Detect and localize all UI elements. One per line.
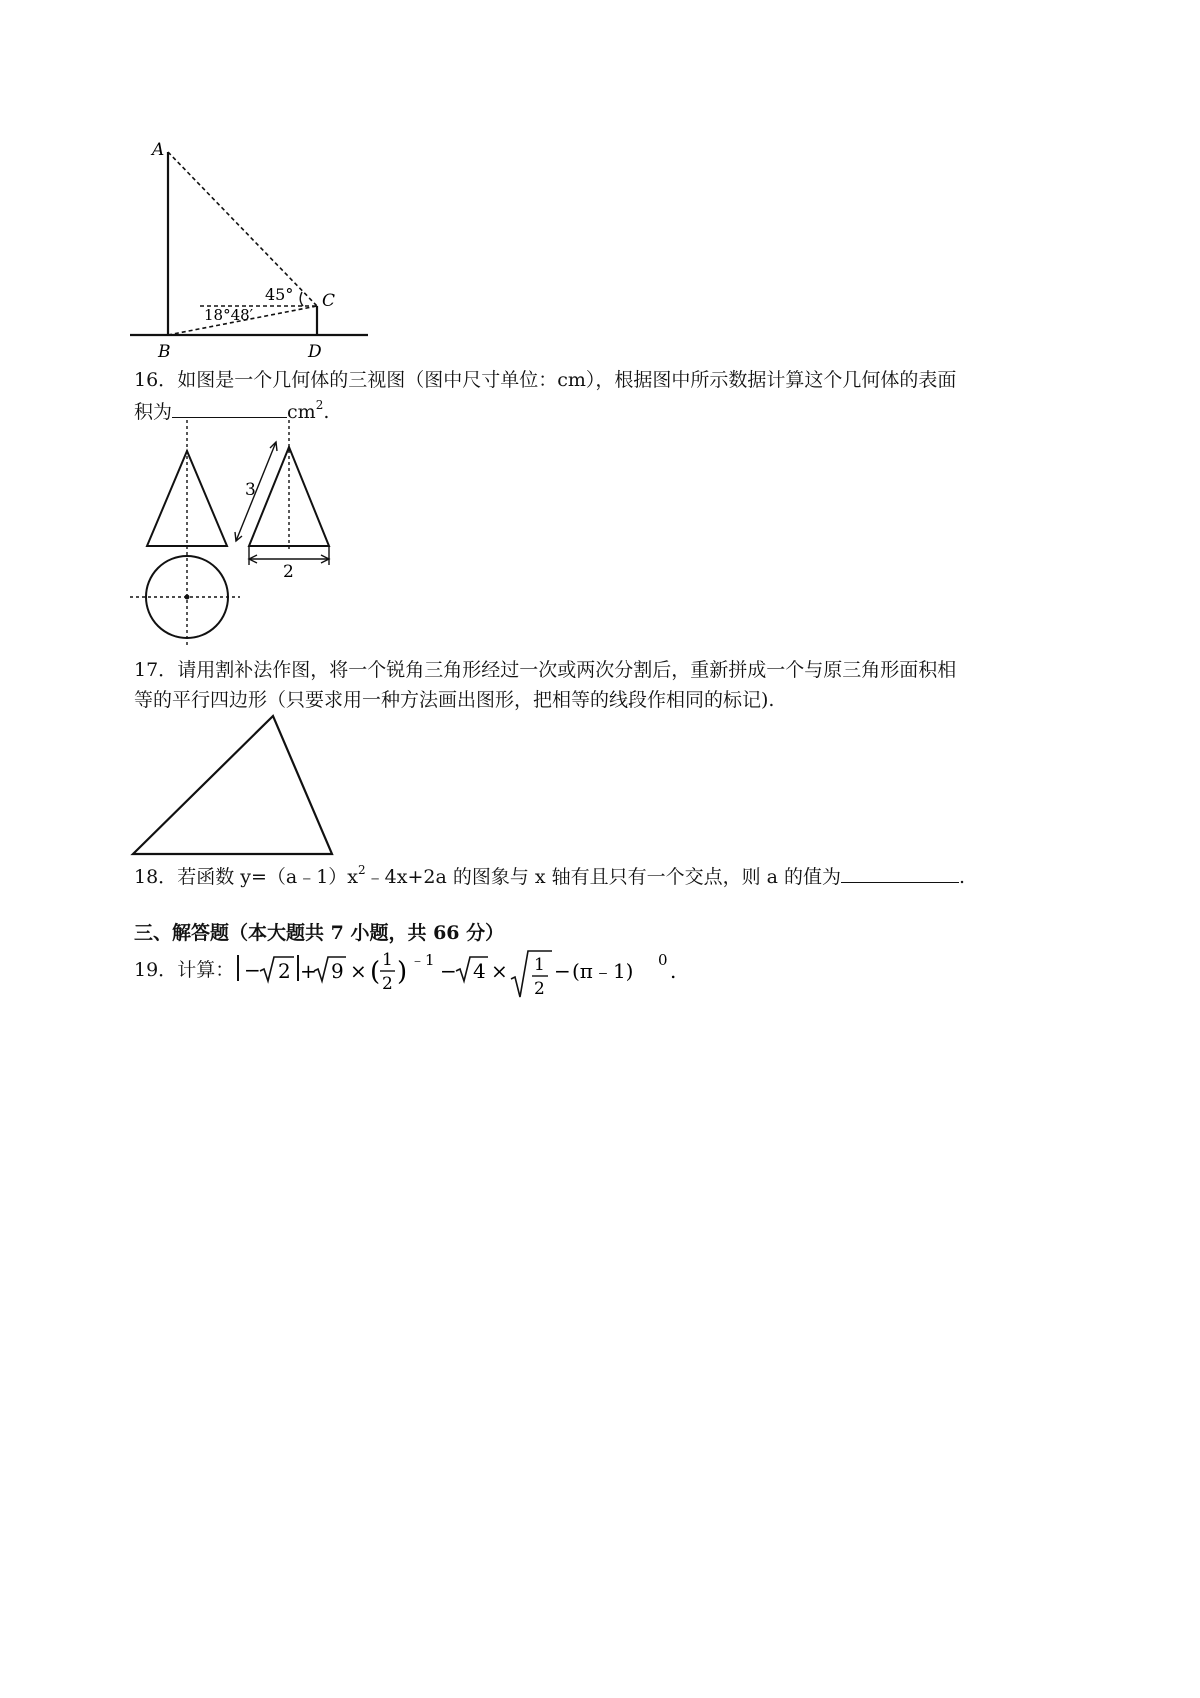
angle-label-45: 45° [265, 285, 294, 304]
figure-acute-triangle [125, 710, 340, 860]
paren-close: ) [397, 957, 408, 987]
unit-exponent: 2 [315, 398, 324, 412]
minus-sign: − [440, 959, 457, 983]
fraction-numerator: 1 [382, 950, 393, 970]
fraction-denominator: 2 [534, 979, 545, 999]
exponent: 2 [358, 863, 366, 877]
times-sign: × [491, 959, 508, 983]
minus-sign: − [554, 959, 571, 983]
fraction-denominator: 2 [382, 974, 393, 994]
question-text: 请用割补法作图，将一个锐角三角形经过一次或两次分割后，重新拼成一个与原三角形面积相 [177, 659, 957, 681]
math-expression [230, 945, 710, 1005]
section-heading: 三、解答题（本大题共 7 小题，共 66 分） [134, 922, 505, 944]
exponent-zero: 0 [658, 951, 668, 969]
top-view-center-dot [185, 595, 190, 600]
question-text-continued: ﹣4x+2a 的图象与 x 轴有且只有一个交点，则 a 的值为 [365, 866, 842, 888]
exponent-neg1: ﹣1 [410, 951, 435, 969]
slant-label: 3 [245, 480, 256, 500]
question-text: 若函数 y=（a﹣1）x [177, 866, 359, 888]
segment-ac [168, 152, 317, 306]
question-number: 19． [134, 959, 178, 981]
label-c: C [322, 291, 336, 311]
radical-sign [511, 951, 552, 997]
angle-label-18-48: 18°48′ [204, 306, 254, 324]
times-sign: × [350, 959, 367, 983]
question-number: 16． [134, 369, 178, 391]
figure-height-measurement [120, 130, 380, 365]
question-16-line-1 [134, 365, 956, 395]
label-b: B [158, 342, 171, 362]
question-text: 如图是一个几何体的三视图（图中尺寸单位：cm），根据图中所示数据计算这个几何体的表面 [177, 369, 957, 391]
radicand-9: 9 [331, 959, 344, 983]
label-a: A [152, 140, 165, 160]
question-text: 计算： [177, 959, 235, 981]
unit-text: cm [287, 401, 316, 423]
plus-sign: + [300, 959, 317, 983]
end-mark: . [323, 401, 330, 423]
question-19-label [134, 955, 234, 985]
angle-arc [300, 292, 303, 306]
question-text: 等的平行四边形（只要求用一种方法画出图形，把相等的线段作相同的标记). [134, 689, 775, 711]
end-mark: . [670, 959, 677, 983]
minus-sign: − [244, 958, 261, 982]
pi-term: (π﹣1) [572, 959, 634, 983]
question-17-line-1 [134, 655, 956, 685]
figure-cone-three-views [125, 415, 345, 650]
acute-triangle [133, 716, 332, 854]
question-text: 积为 [134, 401, 173, 423]
radicand-4: 4 [473, 959, 486, 983]
label-d: D [308, 342, 322, 362]
fraction-numerator: 1 [534, 955, 545, 975]
question-number: 17． [134, 659, 178, 681]
radicand-2: 2 [278, 959, 291, 983]
paren-open: ( [370, 957, 381, 987]
question-number: 18． [134, 866, 178, 888]
base-label: 2 [283, 562, 294, 582]
end-mark: . [959, 866, 966, 888]
answer-blank[interactable] [841, 860, 959, 883]
question-18 [134, 860, 965, 892]
side-view-triangle [249, 447, 329, 546]
